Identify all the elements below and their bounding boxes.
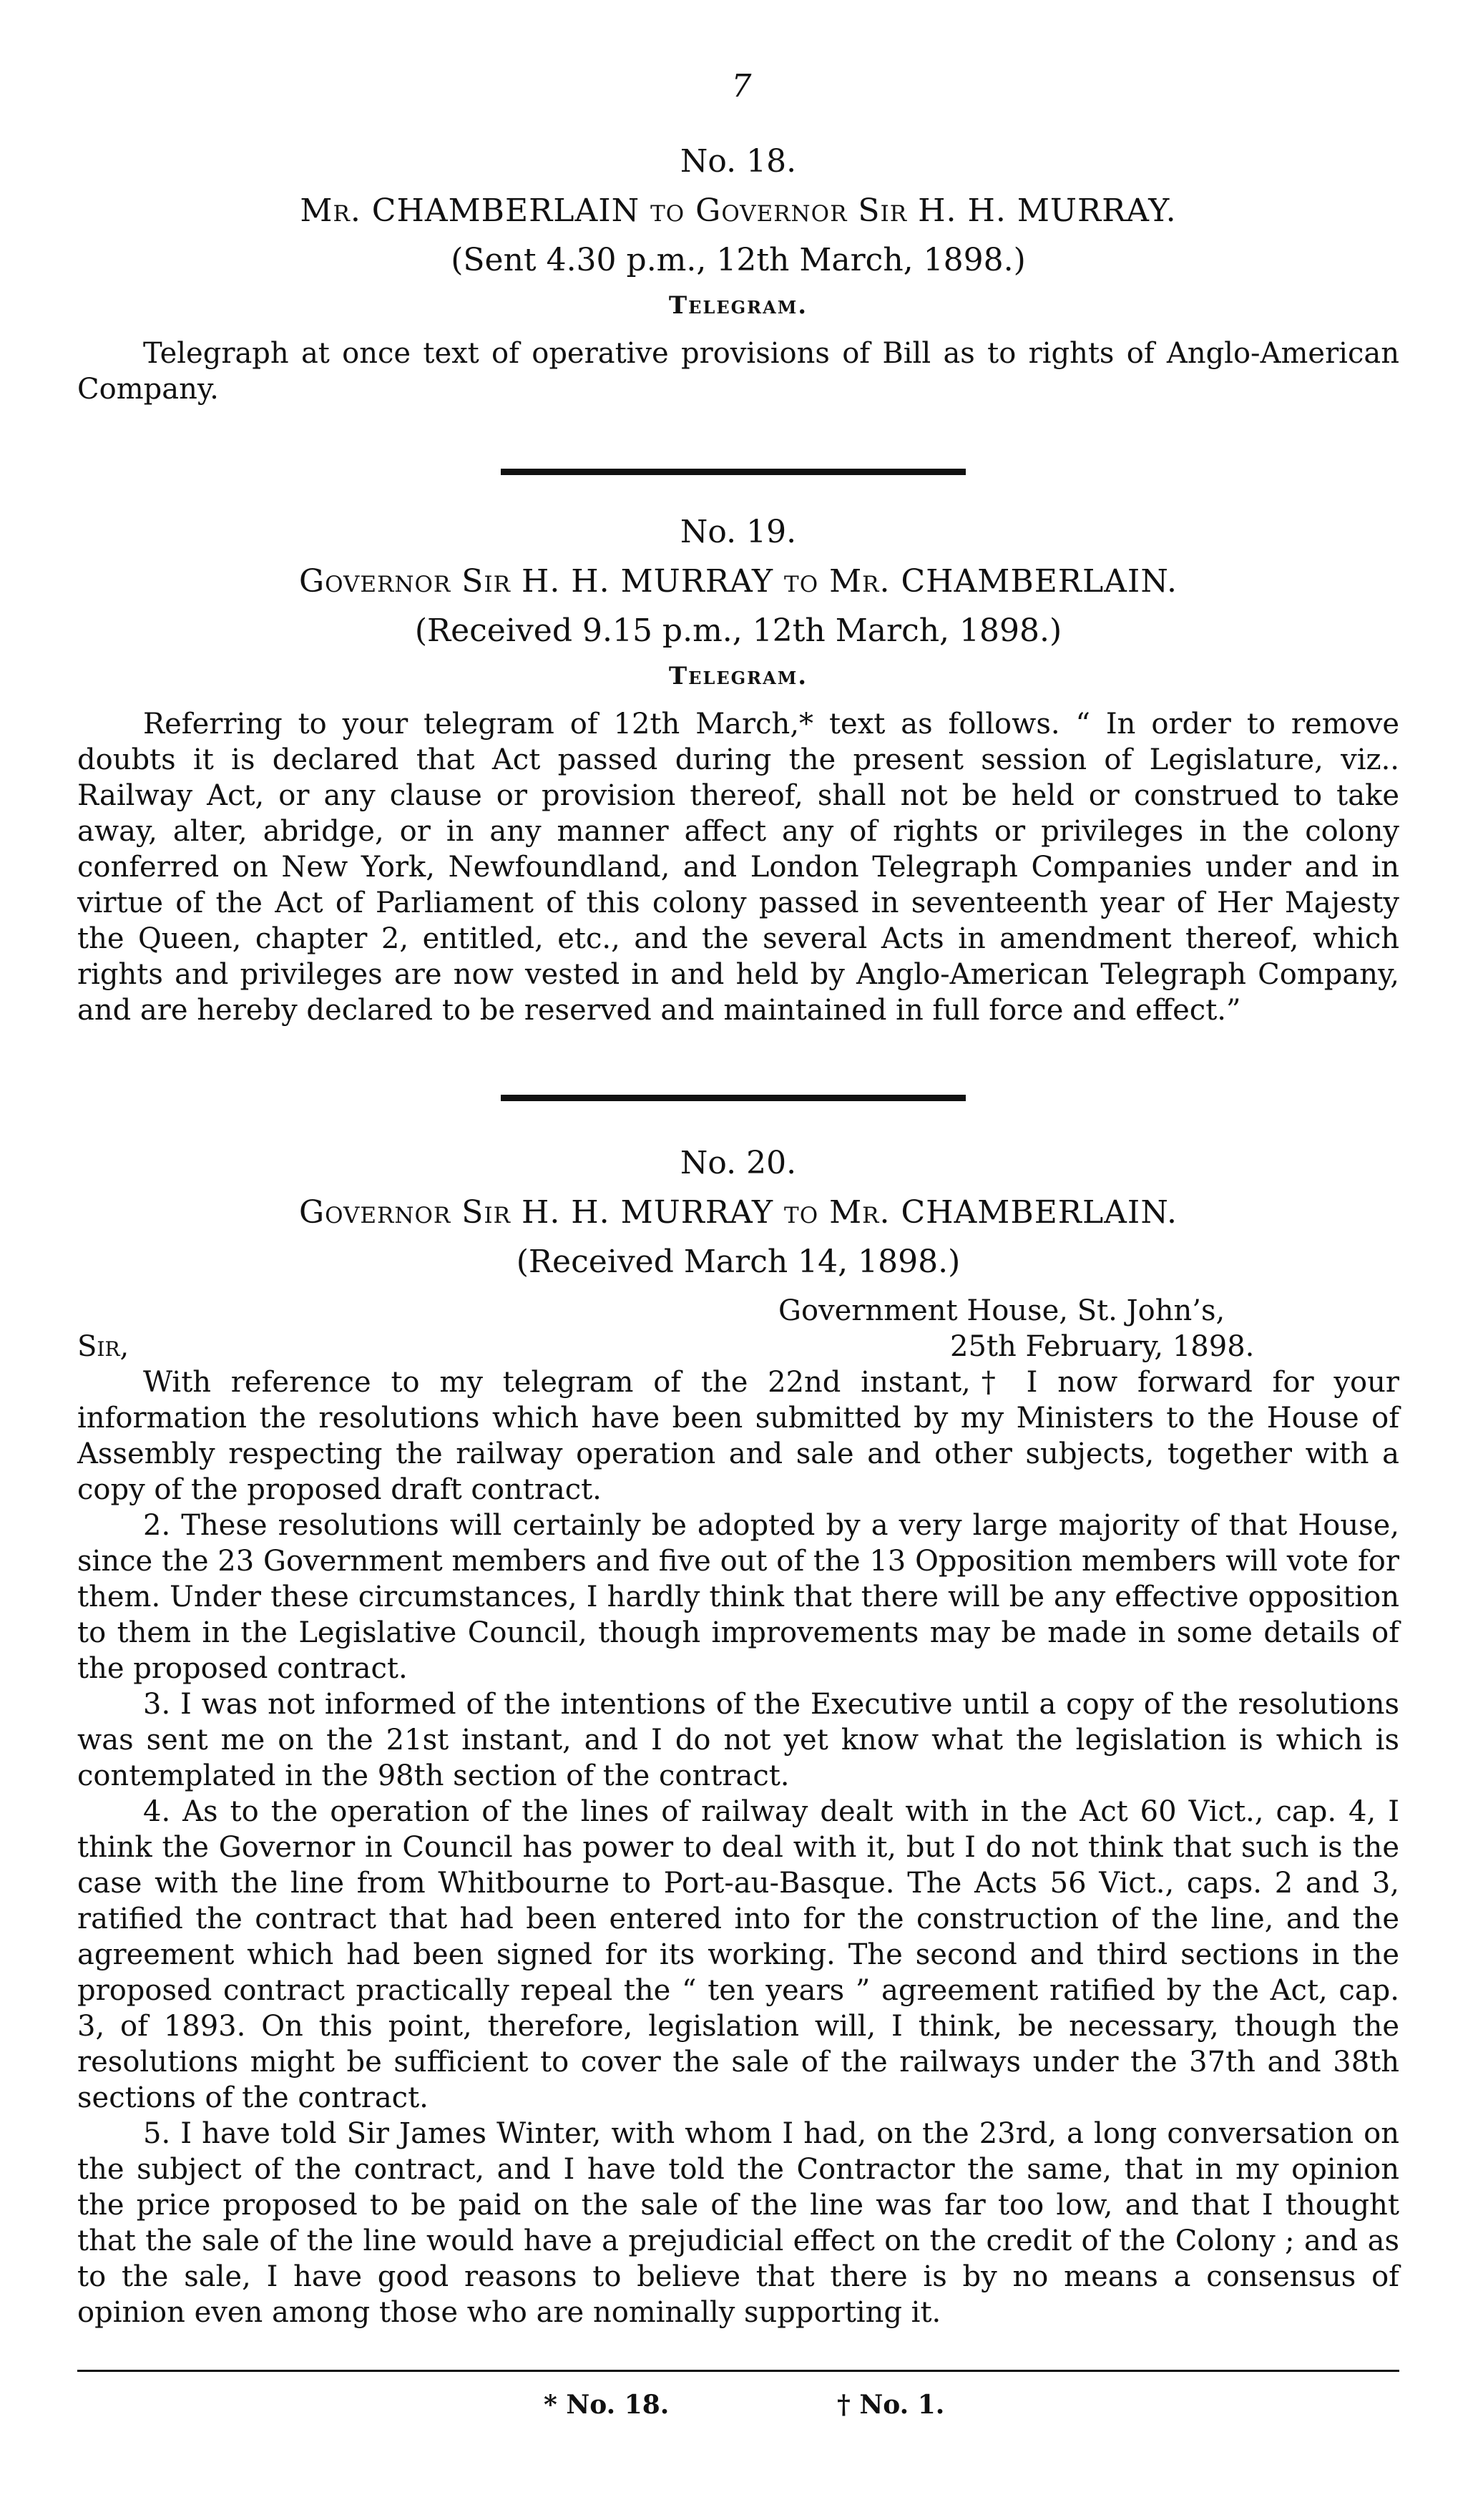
footnote: * No. 18. — [544, 2390, 670, 2420]
paragraph: 2. These resolutions will certainly be adopted by a very large majority of that House, since the 23 Government members and five out of the 13 Opposition members will vote for them. Under these circumstances, I hardly think that there will be any effective opposition to them in the Legislative Council, though improvements may be made in some details of the proposed contract. — [77, 1509, 1399, 1685]
page-number: 7 — [731, 68, 752, 104]
section-number: No. 20. — [680, 1145, 797, 1181]
footnote-rule — [77, 2370, 1399, 2372]
paragraph: With reference to my telegram of the 22nd instant,† I now forward for your information the resolutions which have been submitted by my Ministers to the House of Assembly respecting the railway operation and sale and other subjects, together with a copy of the proposed draft contract. — [77, 1366, 1399, 1506]
salutation: Sir, — [77, 1330, 129, 1363]
letter-address — [77, 1293, 1399, 1364]
paragraph: Referring to your telegram of 12th March,* text as follows. “ In order to remove doubts it is declared that Act passed during the present session of Legislature, viz.. Railway Act, or any clause or provision thereof, shall not be held or construed to take away, alter, abridge, or in any manner affect any of rights or privileges in the colony conferred on New York, Newfoundland, and London Telegraph Companies under and in virtue of the Act of Parliament of this colony passed in seventeenth year of Her Majesty the Queen, chapter 2, entitled, etc., and the several Acts in amendment thereof, which rights and privileges are now vested in and held by Anglo-American Telegraph Company, and are hereby declared to be reserved and maintained in full force and effect.” — [77, 708, 1399, 1027]
letter-date: 25th February, 1898. — [950, 1330, 1255, 1363]
footnote: † No. 1. — [837, 2390, 945, 2420]
section-heading: Governor Sir H. H. MURRAY to Mr. CHAMBERLAIN. — [298, 563, 1178, 600]
section-type: Telegram. — [668, 291, 808, 320]
section-type: Telegram. — [668, 662, 808, 690]
section-18 — [77, 143, 1399, 407]
paragraph: 5. I have told Sir James Winter, with whom I had, on the 23rd, a long conversation on the subject of the contract, and I have told the Contractor the same, that in my opinion the price proposed to be paid on the sale of the line was far too low, and that I thought that the sale of the line would have a prejudicial effect on the credit of the Colony ; and as to the sale, I have good reasons to believe that there is by no means a consensus of opinion even among those who are nominally supporting it. — [77, 2117, 1399, 2329]
section-divider — [501, 469, 966, 475]
section-20 — [77, 1145, 1399, 2330]
section-heading: Governor Sir H. H. MURRAY to Mr. CHAMBERLAIN. — [298, 1194, 1178, 1231]
section-number: No. 19. — [680, 514, 797, 550]
paragraph: 4. As to the operation of the lines of railway dealt with in the Act 60 Vict., cap. 4, I think the Governor in Council has power to deal with it, but I do not think that such is the case with the line from Whitbourne to Port-au-Basque. The Acts 56 Vict., caps. 2 and 3, ratified the contract that had been entered into for the construction of the line, and the agreement which had been signed for its working. The second and third sections in the proposed contract practically repeal the “ ten years ” agreement ratified by the Act, cap. 3, of 1893. On this point, therefore, legislation will, I think, be necessary, though the resolutions might be sufficient to cover the sale of the railways under the 37th and 38th sections of the contract. — [77, 1795, 1399, 2114]
section-heading: Mr. CHAMBERLAIN to Governor Sir H. H. MURRAY. — [300, 192, 1177, 229]
paragraph: 3. I was not informed of the intentions of the Executive until a copy of the resolutions was sent me on the 21st instant, and I do not yet know what the legislation is which is contemplated in the 98th section of the contract. — [77, 1688, 1399, 1792]
section-number: No. 18. — [680, 143, 797, 180]
paragraph: Telegraph at once text of operative provisions of Bill as to rights of Anglo-American Company. — [77, 337, 1399, 406]
section-date: (Received March 14, 1898.) — [516, 1244, 961, 1280]
section-divider — [501, 1095, 966, 1101]
section-date: (Received 9.15 p.m., 12th March, 1898.) — [414, 612, 1062, 649]
section-19 — [77, 514, 1399, 1028]
section-date: (Sent 4.30 p.m., 12th March, 1898.) — [451, 242, 1026, 278]
address-line: Government House, St. John’s, — [778, 1294, 1225, 1327]
